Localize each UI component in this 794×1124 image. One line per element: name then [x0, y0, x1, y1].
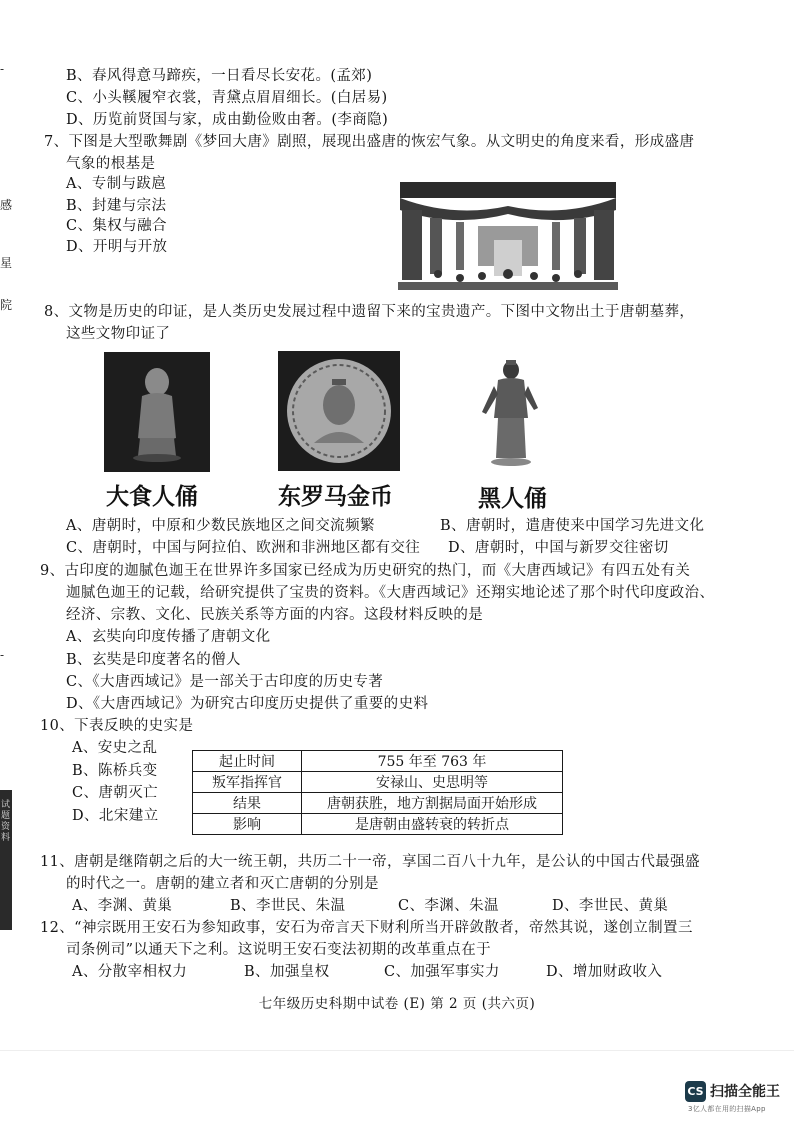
q6-option-b: B、春风得意马蹄疾，一日看尽长安花。(孟郊): [66, 68, 373, 84]
q12-option-b: B、加强皇权: [244, 964, 330, 980]
caption-dashi-figurine: 大食人俑: [106, 484, 198, 510]
q7-stem-line1: 7、下图是大型歌舞剧《梦回大唐》剧照，展现出盛唐的恢宏气象。从文明史的角度来看，形成盛唐: [44, 134, 695, 150]
q9-stem-line1: 9、古印度的迦腻色迦王在世界许多国家已经成为历史研究的热门，而《大唐西域记》有四五处有关: [40, 563, 691, 579]
q9-option-d: D、《大唐西域记》为研究古印度历史提供了重要的史料: [66, 696, 429, 712]
q9-stem-line3: 经济、宗教、文化、民族关系等方面的内容。这段材料反映的是: [66, 607, 484, 623]
margin-char: 感: [0, 198, 13, 212]
table-key: 叛军指挥官: [193, 772, 302, 793]
q8-option-c: C、唐朝时，中国与阿拉伯、欧洲和非洲地区都有交往: [66, 540, 421, 556]
margin-char: -: [0, 62, 5, 76]
stage-photo: [398, 182, 618, 290]
table-key: 结果: [193, 793, 302, 814]
table-row: [193, 772, 563, 793]
q11-stem-line2: 的时代之一。唐朝的建立者和灭亡唐朝的分别是: [66, 876, 379, 892]
q10-table: [192, 750, 563, 835]
q8-stem-line2: 这些文物印证了: [66, 326, 171, 342]
q6-option-c: C、小头鞵履窄衣裳，青黛点眉眉细长。(白居易): [66, 90, 388, 106]
table-row: [193, 793, 563, 814]
q8-option-a: A、唐朝时，中原和少数民族地区之间交流频繁: [66, 518, 375, 534]
table-row: [193, 751, 563, 772]
q11-option-b: B、李世民、朱温: [230, 898, 346, 914]
q9-option-c: C、《大唐西域记》是一部关于古印度的历史专著: [66, 674, 384, 690]
q12-stem-line2: 司条例司”以通天下之利。这说明王安石变法初期的改革重点在于: [66, 942, 492, 958]
q10-option-c: C、唐朝灭亡: [72, 785, 158, 801]
q6-option-d: D、历览前贤国与家，成由勤俭败由奢。(李商隐): [66, 112, 389, 128]
q10-option-d: D、北宋建立: [72, 808, 159, 824]
camscanner-slogan: 3亿人都在用的扫描App: [688, 1105, 766, 1113]
q10-stem: 10、下表反映的史实是: [40, 718, 194, 734]
q9-option-a: A、玄奘向印度传播了唐朝文化: [66, 629, 271, 645]
q8-option-d: D、唐朝时，中国与新罗交往密切: [448, 540, 669, 556]
q11-option-c: C、李渊、朱温: [398, 898, 499, 914]
q7-option-d: D、开明与开放: [66, 239, 168, 255]
table-key: 起止时间: [193, 751, 302, 772]
caption-byzantine-coin: 东罗马金币: [278, 484, 393, 510]
camscanner-name: 扫描全能王: [710, 1084, 780, 1100]
table-value: 是唐朝由盛转衰的转折点: [302, 814, 563, 835]
q12-option-a: A、分散宰相权力: [72, 964, 188, 980]
binding-stamp-text: 试题资料: [1, 800, 11, 843]
table-value: 安禄山、史思明等: [302, 772, 563, 793]
margin-char: 院: [0, 298, 13, 312]
byzantine-coin-photo: [278, 351, 400, 471]
page-footer: 七年级历史科期中试卷 (E) 第 2 页 (共六页): [258, 996, 536, 1012]
q9-option-b: B、玄奘是印度著名的僧人: [66, 652, 241, 668]
dashi-figurine-photo: [104, 352, 210, 472]
q7-stem-line2: 气象的根基是: [66, 156, 156, 172]
margin-char: 星: [0, 256, 13, 270]
caption-black-figurine: 黑人俑: [478, 486, 547, 512]
q11-option-d: D、李世民、黄巢: [552, 898, 669, 914]
table-value: 唐朝获胜，地方割据局面开始形成: [302, 793, 563, 814]
q10-option-a: A、安史之乱: [72, 740, 158, 756]
q10-option-b: B、陈桥兵变: [72, 763, 158, 779]
q12-option-d: D、增加财政收入: [546, 964, 663, 980]
q11-stem-line1: 11、唐朝是继隋朝之后的大一统王朝，共历二十一帝，享国二百八十九年，是公认的中国古代最强盛: [40, 854, 700, 870]
q7-option-b: B、封建与宗法: [66, 198, 167, 214]
table-row: [193, 814, 563, 835]
q9-stem-line2: 迦腻色迦王的记载，给研究提供了宝贵的资料。《大唐西域记》还翔实地论述了那个时代印度政治、: [66, 585, 715, 601]
black-figurine-photo: [470, 354, 552, 470]
q7-option-a: A、专制与跋扈: [66, 176, 167, 192]
margin-char: -: [0, 648, 5, 662]
q12-option-c: C、加强军事实力: [384, 964, 500, 980]
q12-stem-line1: 12、“神宗既用王安石为参知政事，安石为帝言天下财利所当开辟敛散者，帝然其说，遂创立制置三: [40, 920, 693, 936]
q8-stem-line1: 8、文物是历史的印证，是人类历史发展过程中遗留下来的宝贵遗产。下图中文物出土于唐朝墓葬，: [44, 304, 695, 320]
table-value: 755 年至 763 年: [302, 751, 563, 772]
q7-option-c: C、集权与融合: [66, 218, 167, 234]
camscanner-logo-icon: CS: [685, 1081, 706, 1102]
q11-option-a: A、李渊、黄巢: [72, 898, 173, 914]
scan-edge: [0, 1050, 794, 1051]
table-key: 影响: [193, 814, 302, 835]
q8-option-b: B、唐朝时，遣唐使来中国学习先进文化: [440, 518, 705, 534]
